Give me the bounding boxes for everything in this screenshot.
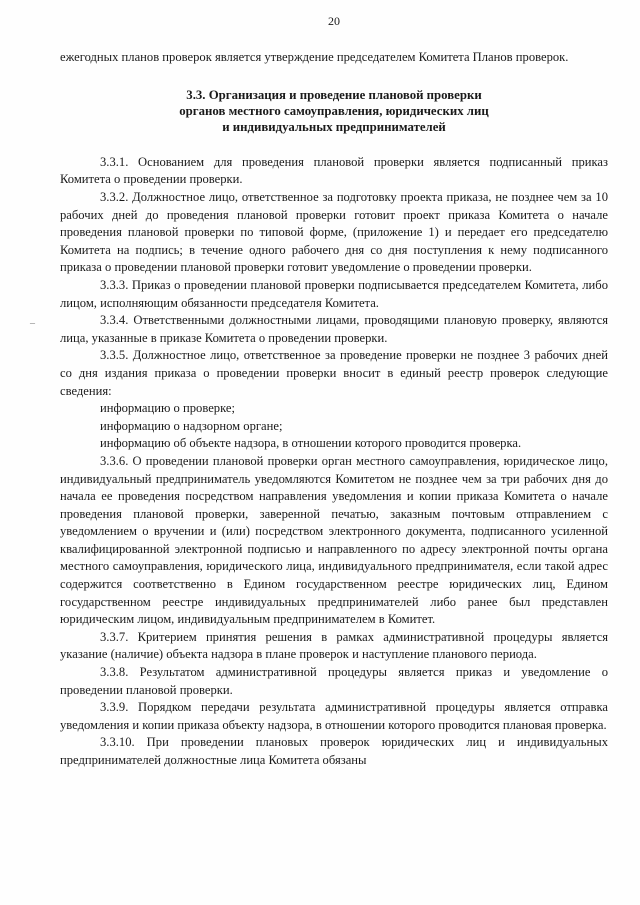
paragraph-3-3-10: 3.3.10. При проведении плановых проверок юридических лиц и индивидуальных предпринимателей должностные лица Комитета обязаны xyxy=(60,735,608,767)
margin-mark: – xyxy=(30,318,35,329)
list-item: информацию об объекте надзора, в отношении которого проводится проверка. xyxy=(100,436,522,451)
paragraph-3-3-5: 3.3.5. Должностное лицо, ответственное за проведение проверки не позднее 3 рабочих дней со дня издания приказа о проведении проверки вносит в единый реестр проверок следующие сведения: xyxy=(60,348,608,398)
carry-over-paragraph: ежегодных планов проверок является утверждение председателем Комитета Планов проверок. xyxy=(60,50,569,64)
paragraph-3-3-4: 3.3.4. Ответственными должностными лицами, проводящими плановую проверку, являются лица, указанные в приказе Комитета о проведении проверки. xyxy=(60,313,608,345)
paragraph-3-3-3: 3.3.3. Приказ о проведении плановой проверки подписывается председателем Комитета, либо лицом, исполняющим обязанности председателя Комитета. xyxy=(60,277,608,310)
section-heading xyxy=(60,87,608,136)
paragraph-3-3-8: 3.3.8. Результатом административной процедуры является приказ и уведомление о проведении плановой проверки. xyxy=(60,665,608,697)
paragraph-3-3-1: 3.3.1. Основанием для проведения плановой проверки является подписанный приказ Комитета о проведении проверки. xyxy=(60,154,608,187)
list-item: информацию о надзорном органе; xyxy=(100,418,283,433)
paragraph-3-3-2: 3.3.2. Должностное лицо, ответственное за подготовку проекта приказа, не позднее чем за 10 рабочих дней до проведения плановой проверки готовит проект приказа Комитета о начале проведения плановой проверки по типовой форме, (приложение 1) и передает его председателю Комитета на подпись; в течение одного рабочего дня со дня поступления к нему подписанного приказа о проведении плановой проверки готовит уведомление о проведении проверки. xyxy=(60,190,608,275)
page-number: 20 xyxy=(328,14,340,28)
section-heading-line: органов местного самоуправления, юридических лиц xyxy=(179,104,489,118)
paragraph-3-3-6: 3.3.6. О проведении плановой проверки орган местного самоуправления, юридическое лицо, индивидуальный предприниматель уведомляются Комитетом не позднее чем за три рабочих дня до начала ее проведения посредством направления уведомления и копии приказа Комитета о начале проведения плановой проверки, заверенной печатью, заказным почтовым отправлением с уведомлением о вручении и (или) посредством электронного документа, подписанного усиленной квалифицированной электронной подписью и направленного по адресу электронной почты органа местного самоуправления, юридического лица, индивидуального предпринимателя, если такой адрес содержится соответственно в Едином государственном реестре юридических лиц, Едином государственном реестре индивидуальных предпринимателей либо ранее был представлен юридическим лицом, индивидуальным предпринимателем в Комитет. xyxy=(60,453,608,627)
section-heading-line: и индивидуальных предпринимателей xyxy=(222,120,446,135)
section-heading-line: 3.3. Организация и проведение плановой проверки xyxy=(186,87,482,102)
document-body xyxy=(60,49,608,770)
list-item: информацию о проверке; xyxy=(100,401,235,416)
paragraph-3-3-7: 3.3.7. Критерием принятия решения в рамках административной процедуры является указание (наличие) объекта надзора в плане проверок и наступление планового периода. xyxy=(60,629,608,662)
paragraph-3-3-9: 3.3.9. Порядком передачи результата административной процедуры является отправка уведомления и копии приказа объекту надзора, в отношении которого проводится плановая проверка. xyxy=(60,700,608,732)
